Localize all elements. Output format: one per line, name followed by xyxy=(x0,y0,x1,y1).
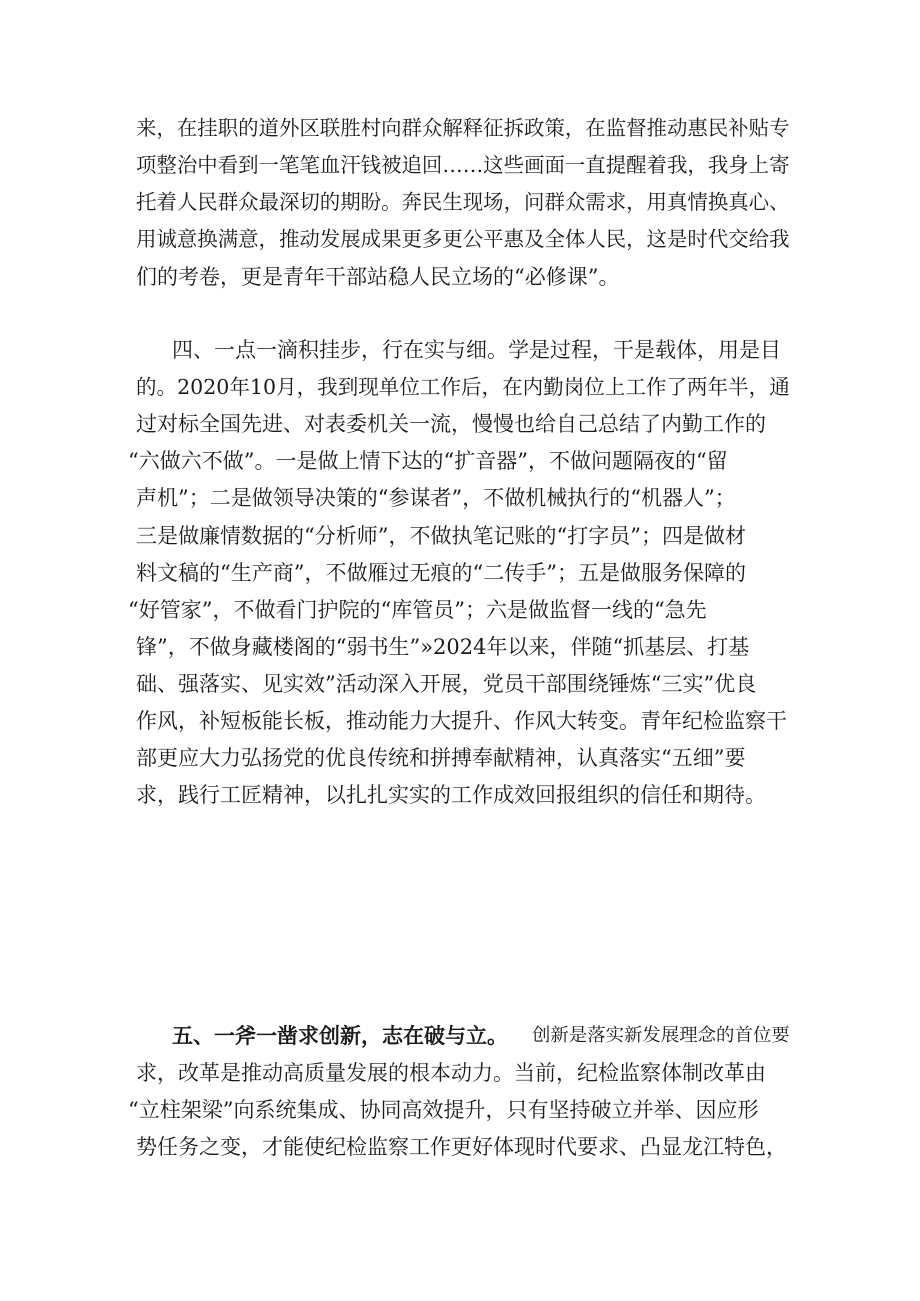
paragraph-2-line-7 xyxy=(0,553,920,593)
text-line: 的。2020年10月，我到现单位工作后，在内勤岗位上工作了两年半，通 xyxy=(136,375,790,399)
paragraph-1-line-3 xyxy=(0,182,920,222)
paragraph-2-line-9 xyxy=(0,627,920,667)
text-line: 四、一点一滴积挂步，行在实与细。学是过程，干是载体，用是目 xyxy=(172,338,781,362)
paragraph-3-line-3 xyxy=(0,1090,920,1130)
text-line: 声机”；二是做领导决策的“参谋者”，不做机械执行的“机器人”； xyxy=(136,486,736,510)
paragraph-3-line-2 xyxy=(0,1053,920,1093)
text-line: 项整治中看到一笔笔血汗钱被追回……这些画面一直提醒着我，我身上寄 xyxy=(136,153,790,177)
paragraph-2-line-6 xyxy=(0,516,920,556)
paragraph-2-line-4 xyxy=(0,441,920,481)
paragraph-3-line-4 xyxy=(0,1127,920,1167)
text-line: 创新是落实新发展理念的首位要 xyxy=(532,1025,790,1046)
text-line: 势任务之变，才能使纪检监察工作更好体现时代要求、凸显龙江特色， xyxy=(136,1135,787,1159)
paragraph-2-line-5 xyxy=(0,478,920,518)
text-line: 来，在挂职的道外区联胜村向群众解释征拆政策，在监督推动惠民补贴专 xyxy=(136,116,790,140)
section-heading: 五、一斧一凿求创新，志在破与立。 xyxy=(172,1023,508,1048)
paragraph-2-line-11 xyxy=(0,701,920,741)
paragraph-2-line-13 xyxy=(0,775,920,815)
text-line: 部更应大力弘扬党的优良传统和拼搏奉献精神，认真落实“五细”要 xyxy=(136,746,746,770)
paragraph-2-line-12 xyxy=(0,738,920,778)
text-line: “好管家”，不做看门护院的“库管员”；六是做监督一线的“急先 xyxy=(128,598,707,622)
text-line: “立柱架梁”向系统集成、协同高效提升，只有坚持破立并举、因应形 xyxy=(128,1098,759,1122)
paragraph-1-line-1 xyxy=(0,108,920,148)
text-line: 求，改革是推动高质量发展的根本动力。当前，纪检监察体制改革由 xyxy=(136,1061,766,1085)
text-line: “六做六不做”。一是做上情下达的“扩音器”，不做问题隔夜的“留 xyxy=(128,449,728,473)
text-line: 过对标全国先进、对表委机关一流，慢慢也给自己总结了内勤工作的 xyxy=(136,412,766,436)
paragraph-2-line-2 xyxy=(0,367,920,407)
paragraph-2-line-10 xyxy=(0,664,920,704)
text-line: 用诚意换满意，推动发展成果更多更公平惠及全体人民，这是时代交给我 xyxy=(136,227,790,251)
paragraph-1-line-4 xyxy=(0,219,920,259)
text-line: 作风，补短板能长板，推动能力大提升、作风大转变。青年纪检监察干 xyxy=(136,709,787,733)
text-line: 托着人民群众最深切的期盼。奔民生现场，问群众需求，用真情换真心、 xyxy=(136,190,790,214)
text-line: 锋”，不做身藏楼阁的“弱书生”»2024年以来，伴随“抓基层、打基 xyxy=(136,635,750,659)
paragraph-2-line-1 xyxy=(0,330,920,370)
text-line: 求，践行工匠精神，以扎扎实实的工作成效回报组织的信任和期待。 xyxy=(136,783,766,807)
text-line: 三是做廉情数据的“分析师”，不做执笔记账的“打字员”；四是做材 xyxy=(136,524,746,548)
paragraph-1-line-2 xyxy=(0,145,920,185)
paragraph-2-line-3 xyxy=(0,404,920,444)
paragraph-3-line-1 xyxy=(0,1016,920,1056)
paragraph-1-line-5 xyxy=(0,257,920,297)
text-line: 料文稿的“生产商”，不做雁过无痕的“二传手”；五是做服务保障的 xyxy=(136,561,746,585)
text-line: 们的考卷，更是青年干部站稳人民立场的“必修课”。 xyxy=(136,265,620,289)
paragraph-2-line-8 xyxy=(0,590,920,630)
text-line: 础、强落实、见实效”活动深入开展，党员干部围绕锤炼“三实”优良 xyxy=(136,672,757,696)
